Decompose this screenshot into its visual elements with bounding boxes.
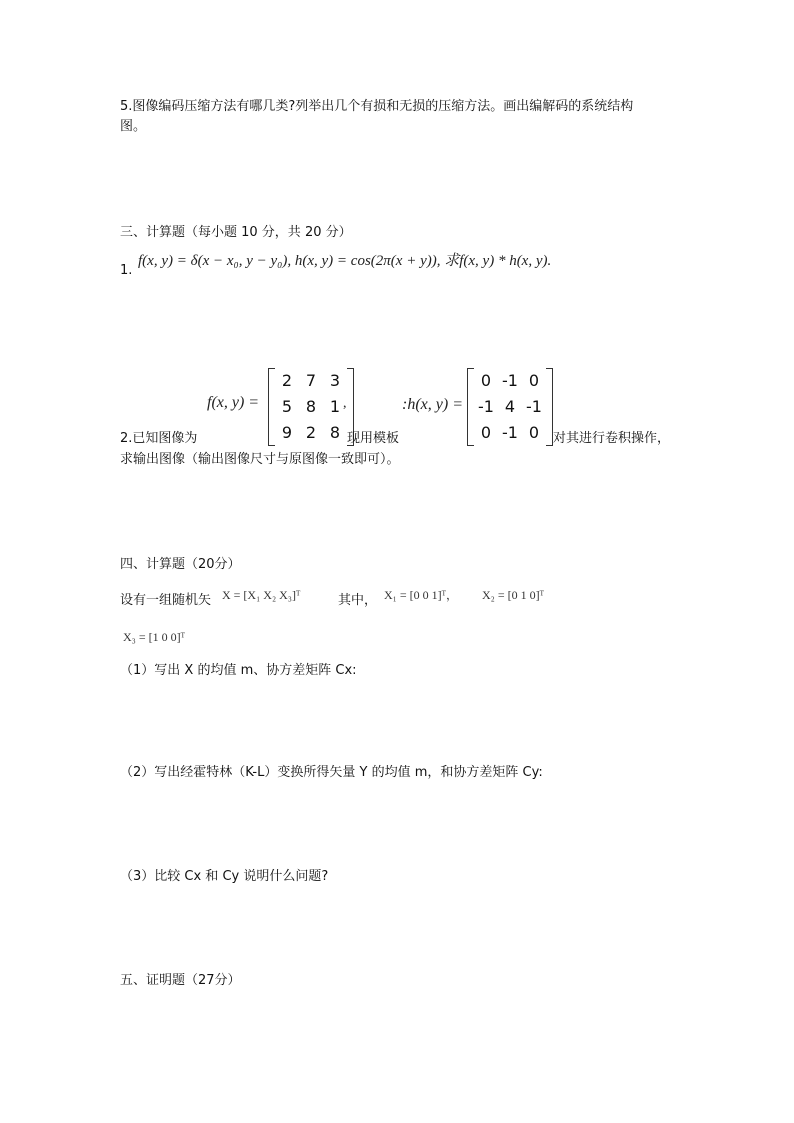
- h-matrix-cell: 0: [480, 423, 492, 442]
- h-matrix-cell: 0: [480, 371, 492, 390]
- f-matrix-cell: 2: [281, 371, 293, 390]
- f-matrix-cell: 8: [329, 423, 341, 442]
- problem1-formula: f(x, y) = δ(x − x₀, y − y₀), h(x, y) = cos(2π(x + y)), 求f(x, y) * h(x, y).: [138, 253, 552, 269]
- f-matrix-cell: 5: [281, 397, 293, 416]
- problem2-text-b: 现用模板: [347, 431, 400, 446]
- problem1-number: 1.: [120, 263, 133, 278]
- f-matrix: [268, 368, 354, 446]
- f-matrix-label: f(x, y) =: [207, 394, 260, 411]
- subquestion-2: （2）写出经霍特林（K-L）变换所得矢量 Y 的均值 m，和协方差矩阵 Cy:: [120, 765, 543, 780]
- x1-formula: X₁ = [0 0 1]ᵀ，: [384, 588, 458, 602]
- f-matrix-cell: 1: [329, 397, 341, 416]
- f-matrix-cell: 2: [305, 423, 317, 442]
- problem2-text-c: 对其进行卷积操作，: [553, 431, 671, 446]
- subquestion-1: （1）写出 X 的均值 m、协方差矩阵 Cx:: [120, 663, 357, 678]
- h-matrix: [467, 368, 553, 446]
- h-matrix-cell: -1: [502, 371, 518, 390]
- h-matrix-cell: 0: [528, 371, 540, 390]
- section4-intro: 设有一组随机矢: [120, 593, 212, 608]
- random-vector-formula: X = [X₁ X₂ X₃]ᵀ: [222, 588, 301, 602]
- x3-formula: X₃ = [1 0 0]ᵀ: [123, 630, 185, 644]
- f-matrix-cell: 7: [305, 371, 317, 390]
- q5-line-2: 图。: [120, 119, 147, 134]
- x2-formula: X₂ = [0 1 0]ᵀ: [482, 588, 544, 602]
- problem2-text-a: 2.已知图像为: [120, 431, 198, 446]
- section3-heading: 三、计算题（每小题 10 分，共 20 分）: [120, 225, 352, 240]
- f-matrix-cell: 8: [305, 397, 317, 416]
- section4-heading: 四、计算题（20分）: [120, 557, 241, 572]
- h-matrix-cell: -1: [526, 397, 542, 416]
- h-matrix-cell: -1: [502, 423, 518, 442]
- f-matrix-cell: 3: [329, 371, 341, 390]
- f-matrix-comma: ,: [343, 396, 347, 411]
- q5-line-1: 5.图像编码压缩方法有哪几类?列举出几个有损和无损的压缩方法。画出编解码的系统结构: [120, 99, 634, 114]
- h-matrix-cell: 0: [528, 423, 540, 442]
- section5-heading: 五、证明题（27分）: [120, 973, 241, 988]
- subquestion-3: （3）比较 Cx 和 Cy 说明什么问题?: [120, 869, 329, 884]
- section4-intro-mid: 其中，: [338, 593, 378, 608]
- f-matrix-cell: 9: [281, 423, 293, 442]
- h-matrix-label: :h(x, y) =: [402, 396, 463, 413]
- problem2-text-d: 求输出图像（输出图像尺寸与原图像一致即可）。: [120, 452, 400, 467]
- h-matrix-cell: 4: [504, 397, 516, 416]
- h-matrix-cell: -1: [478, 397, 494, 416]
